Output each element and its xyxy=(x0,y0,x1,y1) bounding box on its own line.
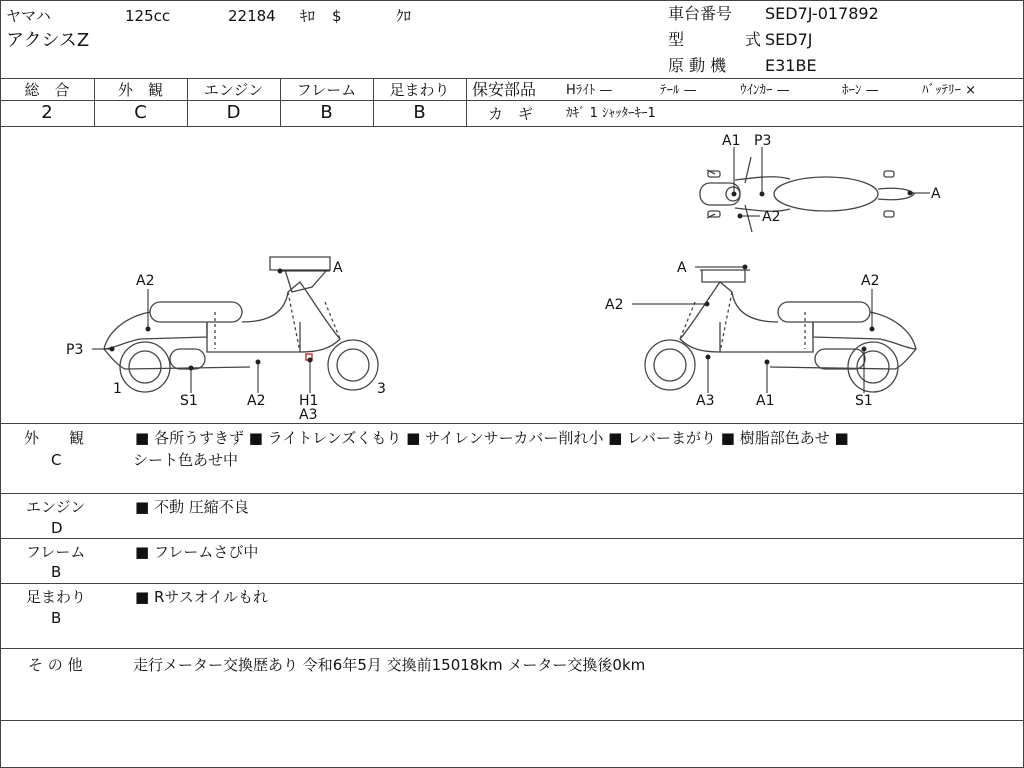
engine-value: E31BE xyxy=(765,56,817,75)
type-value: SED7J xyxy=(765,30,813,49)
type-label-2: 式 xyxy=(745,30,762,49)
safety-label: 保安部品 xyxy=(472,80,537,99)
type-label-1: 型 xyxy=(668,30,685,49)
divider xyxy=(0,538,1024,539)
grade-engine-value: D xyxy=(226,102,241,123)
right-view-callouts xyxy=(632,265,874,393)
safety-battery: ﾊﾞｯﾃﾘｰ × xyxy=(922,83,977,98)
engine-label: 原 動 機 xyxy=(668,56,727,75)
top-label-p3: P3 xyxy=(754,133,772,149)
left-label-h1: H1 xyxy=(299,393,319,409)
note-suspension-title: 足まわり xyxy=(26,588,87,606)
currency-text: $ xyxy=(332,7,342,25)
note-engine-grade: D xyxy=(51,519,63,537)
color-text: ｸﾛ xyxy=(396,7,412,25)
note-exterior-title: 外 観 xyxy=(24,429,85,447)
left-label-1: 1 xyxy=(113,381,122,397)
key-value: ｶｷﾞ 1 ｼｬｯﾀｰｷｰ1 xyxy=(566,106,656,121)
divider xyxy=(466,78,467,126)
note-suspension-text: ■ Rサスオイルもれ xyxy=(135,588,269,606)
grade-overall-value: 2 xyxy=(41,102,53,123)
safety-tail: ﾃｰﾙ — xyxy=(660,83,697,98)
right-label-a3: A3 xyxy=(696,393,715,409)
frame-no-value: SED7J-017892 xyxy=(765,4,879,23)
grade-engine-label: エンジン xyxy=(203,81,264,99)
maker-text: ヤマハ xyxy=(6,7,51,25)
note-exterior-text2: シート色あせ中 xyxy=(133,451,239,469)
top-label-a: A xyxy=(931,186,941,202)
divider xyxy=(0,720,1024,721)
grade-suspension-value: B xyxy=(413,102,426,123)
divider xyxy=(0,493,1024,494)
frame-no-label: 車台番号 xyxy=(668,4,733,23)
right-label-a2-left: A2 xyxy=(605,297,624,313)
left-label-p3: P3 xyxy=(66,342,84,358)
safety-winker: ｳｲﾝｶｰ — xyxy=(740,83,790,98)
divider xyxy=(0,78,1024,79)
right-label-a1: A1 xyxy=(756,393,775,409)
note-frame-title: フレーム xyxy=(26,543,86,561)
right-label-a: A xyxy=(677,260,687,276)
left-label-a2-bottom: A2 xyxy=(247,393,266,409)
grade-exterior-label: 外 観 xyxy=(117,81,163,99)
left-view-callouts xyxy=(92,269,330,393)
right-label-a2-top: A2 xyxy=(861,273,880,289)
note-exterior-grade: C xyxy=(51,451,62,469)
left-label-a3: A3 xyxy=(299,407,318,423)
km-label: ｷﾛ xyxy=(300,7,316,25)
note-engine-title: エンジン xyxy=(26,498,86,516)
grade-suspension-label: 足まわり xyxy=(389,81,450,99)
top-label-a2: A2 xyxy=(762,209,781,225)
note-other-text: 走行メーター交換歴あり 令和6年5月 交換前15018km メーター交換後0km xyxy=(133,656,646,674)
left-label-a: A xyxy=(333,260,343,276)
note-exterior-text: ■ 各所うすきず ■ ライトレンズくもり ■ サイレンサーカバー削れ小 ■ レバーまがり ■ 樹脂部色あせ ■ xyxy=(135,429,849,447)
left-label-3: 3 xyxy=(377,381,386,397)
safety-horn: ﾎｰﾝ — xyxy=(842,83,879,98)
top-view-callouts xyxy=(732,147,930,218)
note-other-title: そ の 他 xyxy=(28,656,83,674)
top-label-a1: A1 xyxy=(722,133,741,149)
note-suspension-grade: B xyxy=(51,609,62,627)
note-frame-text: ■ フレームさび中 xyxy=(135,543,259,561)
key-label: カ ギ xyxy=(488,105,534,123)
left-label-s1: S1 xyxy=(180,393,198,409)
divider xyxy=(0,583,1024,584)
note-frame-grade: B xyxy=(51,563,62,581)
grade-frame-value: B xyxy=(320,102,333,123)
displacement-text: 125cc xyxy=(125,7,171,25)
grade-exterior-value: C xyxy=(134,102,147,123)
divider xyxy=(0,423,1024,424)
divider xyxy=(0,648,1024,649)
grade-overall-label: 総 合 xyxy=(24,81,70,99)
safety-headlight: Hﾗｲﾄ — xyxy=(566,83,613,98)
scooter-diagram xyxy=(0,127,1024,423)
grade-frame-label: フレーム xyxy=(296,81,357,99)
number-text: 22184 xyxy=(228,7,276,25)
model-name: アクシスZ xyxy=(6,30,90,51)
right-label-s1: S1 xyxy=(855,393,873,409)
note-engine-text: ■ 不動 圧縮不良 xyxy=(135,498,249,516)
left-label-a2-top: A2 xyxy=(136,273,155,289)
